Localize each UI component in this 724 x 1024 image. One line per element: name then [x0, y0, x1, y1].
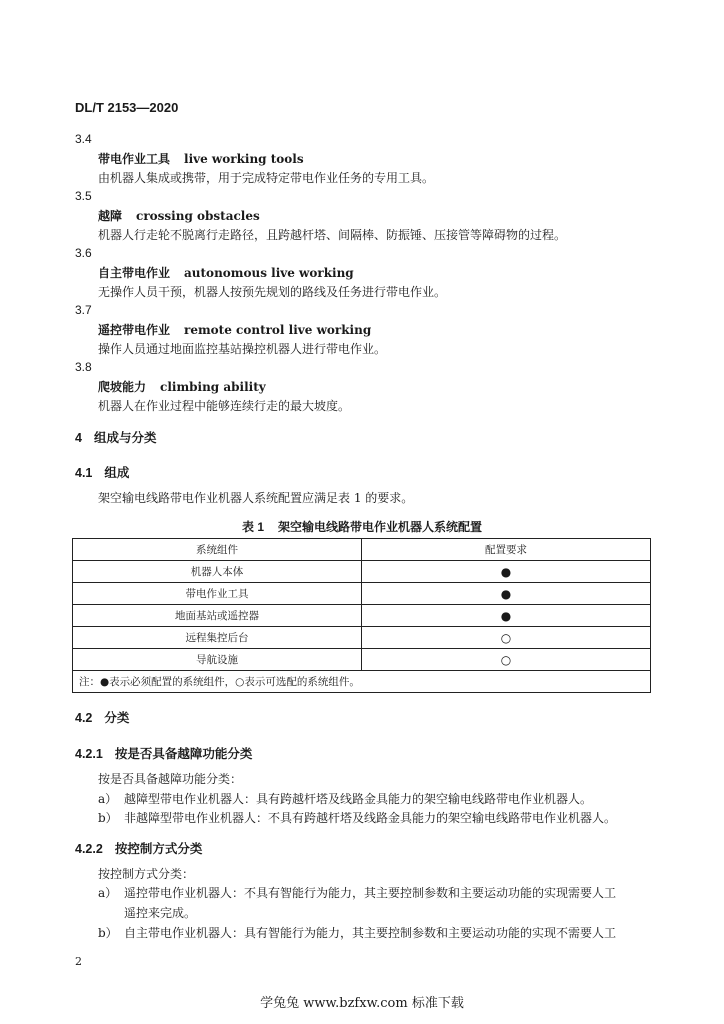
table-cell-requirement: ○: [362, 627, 651, 649]
term-title: [98, 264, 354, 281]
table-caption-number: 表 1: [241, 520, 264, 534]
term-title-zh: 带电作业工具: [98, 152, 171, 166]
list-text: 越障型带电作业机器人：具有跨越杆塔及线路金具能力的架空输电线路带电作业机器人。: [124, 792, 593, 806]
footer-watermark: 学兔兔 www.bzfxw.com 标准下载: [260, 996, 464, 1011]
term-title-en: climbing ability: [160, 380, 266, 394]
paragraph: 架空输电线路带电作业机器人系统配置应满足表 1 的要求。: [98, 491, 414, 505]
term-title: [98, 207, 260, 224]
section-title: 组成与分类: [93, 431, 157, 445]
paragraph: 按是否具备越障功能分类：: [98, 772, 243, 786]
table-cell-component: 带电作业工具: [73, 583, 362, 605]
list-marker: a）: [98, 886, 118, 900]
term-title-en: live working tools: [184, 152, 304, 166]
term-definition: 无操作人员干预，机器人按预先规划的路线及任务进行带电作业。: [98, 285, 447, 299]
section-heading: [75, 839, 202, 857]
list-text: 遥控带电作业机器人：不具有智能行为能力，其主要控制参数和主要运动功能的实现需要人工: [124, 886, 617, 900]
term-title-en: remote control live working: [184, 323, 372, 337]
section-title: 分类: [104, 711, 130, 725]
section-heading: [75, 744, 252, 762]
page-number: 2: [75, 955, 82, 968]
table-cell-component: 地面基站或遥控器: [73, 605, 362, 627]
section-title: 组成: [104, 466, 130, 480]
section-number: 4.2: [75, 711, 93, 725]
section-number: 4.2.2: [75, 842, 103, 856]
term-title: [98, 150, 304, 167]
section-title: 按是否具备越障功能分类: [114, 747, 253, 761]
paragraph: 按控制方式分类：: [98, 867, 195, 881]
table-cell-requirement: ●: [362, 605, 651, 627]
term-title-en: autonomous live working: [184, 266, 354, 280]
section-number: 4.2.1: [75, 747, 103, 761]
term-definition: 操作人员通过地面监控基站操控机器人进行带电作业。: [98, 342, 387, 356]
table-header-row: [73, 539, 651, 561]
term-title-en: crossing obstacles: [136, 209, 260, 223]
table-cell-requirement: ○: [362, 649, 651, 671]
term-title-zh: 遥控带电作业: [98, 323, 171, 337]
list-item: [98, 809, 616, 826]
list-marker: b）: [98, 926, 118, 940]
list-text: 非越障型带电作业机器人：不具有跨越杆塔及线路金具能力的架空输电线路带电作业机器人。: [124, 811, 617, 825]
table-row: [73, 561, 651, 583]
table-row: [73, 649, 651, 671]
term-number: 3.5: [75, 189, 92, 203]
term-number: 3.4: [75, 132, 92, 146]
list-text: 自主带电作业机器人：具有智能行为能力，其主要控制参数和主要运动功能的实现不需要人工: [124, 926, 617, 940]
list-item: [98, 924, 616, 941]
table-cell-component: 导航设施: [73, 649, 362, 671]
list-item-continuation: 遥控来完成。: [124, 906, 197, 920]
table-row: [73, 627, 651, 649]
list-marker: b）: [98, 811, 118, 825]
list-item: [98, 884, 616, 901]
table-caption: [0, 518, 724, 535]
list-marker: a）: [98, 792, 118, 806]
section-title: 按控制方式分类: [114, 842, 203, 856]
term-title: [98, 321, 371, 338]
term-number: 3.8: [75, 360, 92, 374]
list-item: [98, 790, 592, 807]
table-header-cell: 系统组件: [73, 539, 362, 561]
table-cell-requirement: ●: [362, 583, 651, 605]
table-note-row: [73, 671, 651, 693]
section-heading: [75, 463, 129, 481]
section-number: 4.1: [75, 466, 93, 480]
table-row: [73, 583, 651, 605]
term-definition: 机器人在作业过程中能够连续行走的最大坡度。: [98, 399, 351, 413]
term-title-zh: 越障: [98, 209, 123, 223]
table-note: 注：●表示必须配置的系统组件，○表示可选配的系统组件。: [73, 671, 651, 693]
term-definition: 机器人行走轮不脱离行走路径，且跨越杆塔、间隔棒、防振锤、压接管等障碍物的过程。: [98, 228, 567, 242]
table-cell-component: 机器人本体: [73, 561, 362, 583]
table-cell-component: 远程集控后台: [73, 627, 362, 649]
table-header-cell: 配置要求: [362, 539, 651, 561]
term-number: 3.7: [75, 303, 92, 317]
config-table: [72, 538, 651, 693]
term-title-zh: 爬坡能力: [98, 380, 147, 394]
table-caption-title: 架空输电线路带电作业机器人系统配置: [278, 520, 483, 534]
table-row: [73, 605, 651, 627]
term-title-zh: 自主带电作业: [98, 266, 171, 280]
section-number: 4: [75, 431, 82, 445]
term-title: [98, 378, 266, 395]
document-code: DL/T 2153—2020: [75, 100, 179, 115]
table-cell-requirement: ●: [362, 561, 651, 583]
section-heading: [75, 708, 129, 726]
section-heading: [75, 428, 156, 446]
term-definition: 由机器人集成或携带，用于完成特定带电作业任务的专用工具。: [98, 171, 435, 185]
term-number: 3.6: [75, 246, 92, 260]
